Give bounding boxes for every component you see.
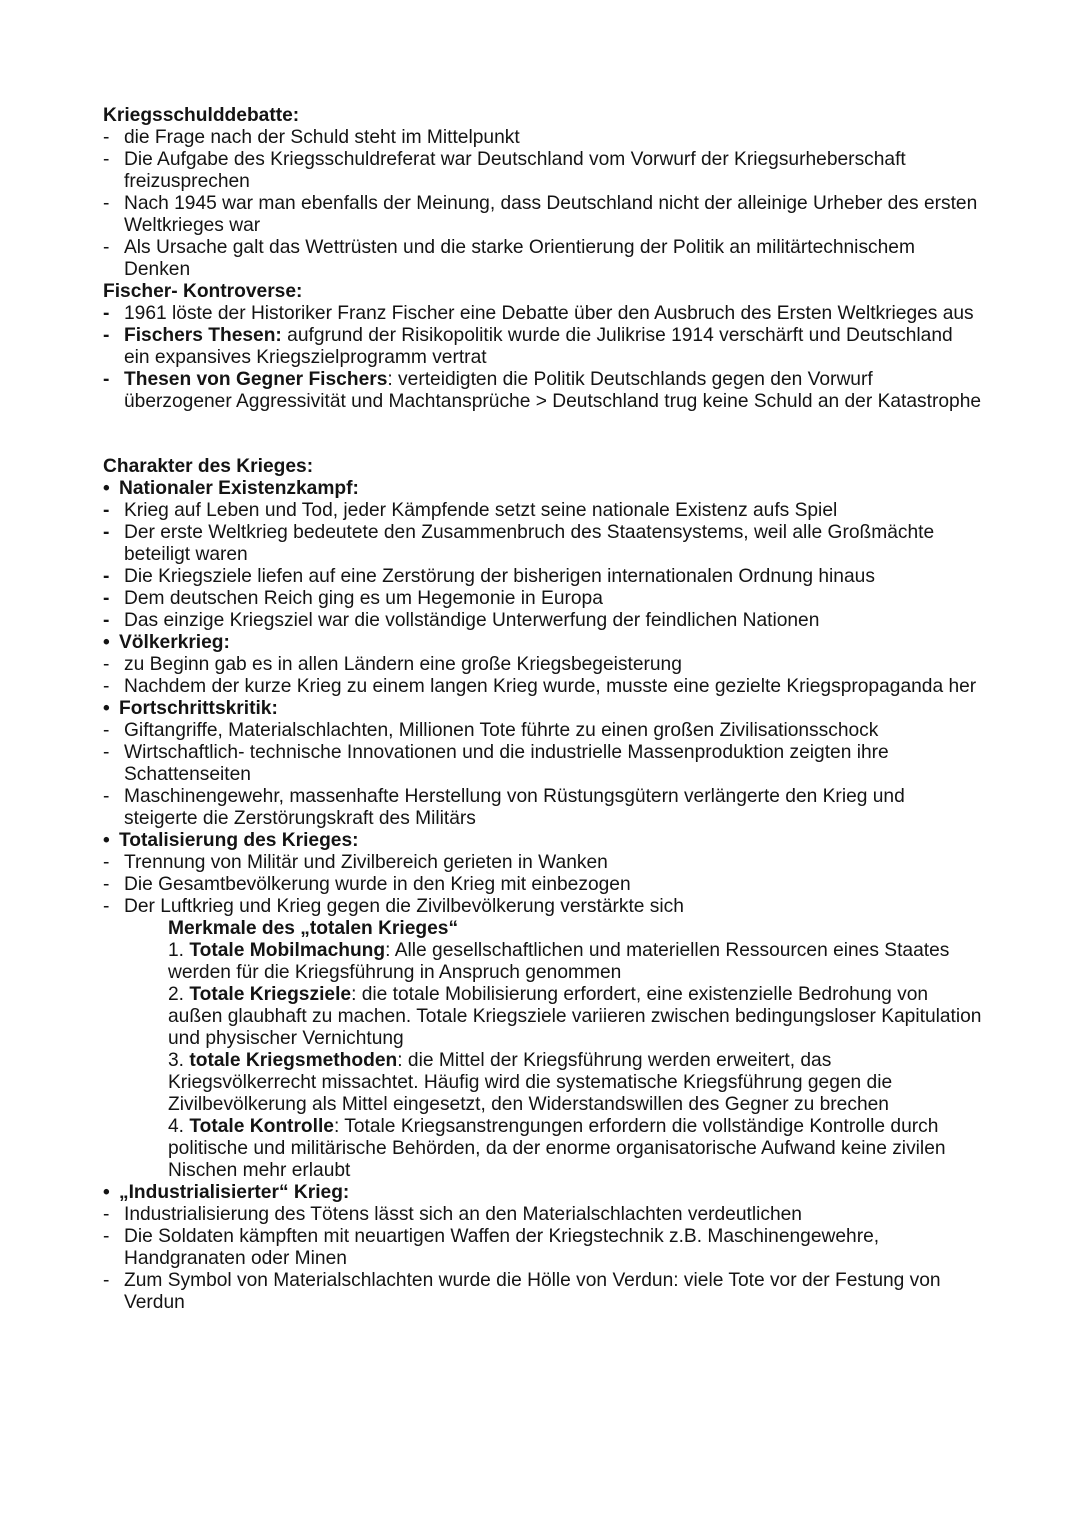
- list-item: - Maschinengewehr, massenhafte Herstellung von Rüstungsgütern verlängerte den Krieg und steigerte die Zerstörungskraft des Militärs: [103, 786, 983, 830]
- list-item: - Zum Symbol von Materialschlachten wurde die Hölle von Verdun: viele Tote vor der Festung von Verdun: [103, 1270, 983, 1314]
- list-item: - Die Gesamtbevölkerung wurde in den Krieg mit einbezogen: [103, 874, 983, 896]
- subheading-fortschrittskritik: • Fortschrittskritik:: [103, 698, 983, 720]
- merkmal-item: 2. Totale Kriegsziele: die totale Mobilisierung erfordert, eine existenzielle Bedrohung von außen glaubhaft zu machen. Totale Kriegsziele variieren zwischen bedingungsloser Kapitulation und physischer Vernichtung: [168, 984, 982, 1049]
- list-item: - Nachdem der kurze Krieg zu einem langen Krieg wurde, musste eine gezielte Kriegspropaganda her: [103, 676, 983, 698]
- list-item: - Als Ursache galt das Wettrüsten und die starke Orientierung der Politik an militärtechnischem Denken: [103, 237, 983, 281]
- list-item: - Trennung von Militär und Zivilbereich gerieten in Wanken: [103, 852, 983, 874]
- list-item: - zu Beginn gab es in allen Ländern eine große Kriegsbegeisterung: [103, 654, 983, 676]
- list-item: - Der Luftkrieg und Krieg gegen die Zivilbevölkerung verstärkte sich: [103, 896, 983, 918]
- list-item: - Die Aufgabe des Kriegsschuldreferat war Deutschland vom Vorwurf der Kriegsurheberschaft freizusprechen: [103, 149, 983, 193]
- list-item: - Thesen von Gegner Fischers: verteidigten die Politik Deutschlands gegen den Vorwurf überzogener Aggressivität und Machtansprüche > Deutschland trug keine Schuld an der Katastrophe: [103, 369, 983, 413]
- heading-fischer-kontroverse: Fischer- Kontroverse:: [103, 281, 303, 302]
- merkmal-item: 4. Totale Kontrolle: Totale Kriegsanstrengungen erfordern die vollständige Kontrolle durch politische und militärische Behörden, da der enorme organisatorische Aufwand keine zivilen Nischen mehr erlaubt: [168, 1116, 946, 1181]
- list-item: - 1961 löste der Historiker Franz Fischer eine Debatte über den Ausbruch des Ersten Weltkrieges aus: [103, 303, 983, 325]
- list-item: - Der erste Weltkrieg bedeutete den Zusammenbruch des Staatensystems, weil alle Großmächte beteiligt waren: [103, 522, 983, 566]
- heading-kriegsschulddebatte: Kriegsschulddebatte:: [103, 105, 300, 126]
- list-item: - Giftangriffe, Materialschlachten, Millionen Tote führte zu einen großen Zivilisationsschock: [103, 720, 983, 742]
- subheading-industrialisierter-krieg: • „Industrialisierter“ Krieg:: [103, 1182, 983, 1204]
- subheading-totalisierung: • Totalisierung des Krieges:: [103, 830, 983, 852]
- item-label: Fischers Thesen:: [124, 325, 282, 346]
- item-label: Totale Kontrolle: [189, 1116, 334, 1137]
- list-item: - Dem deutschen Reich ging es um Hegemonie in Europa: [103, 588, 983, 610]
- item-label: Totale Kriegsziele: [189, 984, 352, 1005]
- item-label: totale Kriegsmethoden: [189, 1050, 398, 1071]
- heading-charakter-des-krieges: Charakter des Krieges:: [103, 456, 314, 477]
- list-item: - Die Kriegsziele liefen auf eine Zerstörung der bisherigen internationalen Ordnung hinaus: [103, 566, 983, 588]
- list-item: - Krieg auf Leben und Tod, jeder Kämpfende setzt seine nationale Existenz aufs Spiel: [103, 500, 983, 522]
- list-item: - Nach 1945 war man ebenfalls der Meinung, dass Deutschland nicht der alleinige Urheber des ersten Weltkrieges war: [103, 193, 983, 237]
- list-item: - Fischers Thesen: aufgrund der Risikopolitik wurde die Julikrise 1914 verschärft und Deutschland ein expansives Kriegszielprogramm vertrat: [103, 325, 983, 369]
- list-item: - Die Soldaten kämpften mit neuartigen Waffen der Kriegstechnik z.B. Maschinengewehre, Handgranaten oder Minen: [103, 1226, 983, 1270]
- subheading-voelkerkrieg: • Völkerkrieg:: [103, 632, 983, 654]
- merkmal-item: 1. Totale Mobilmachung: Alle gesellschaftlichen und materiellen Ressourcen eines Staates werden für die Kriegsführung in Anspruch genommen: [168, 940, 950, 983]
- section-spacer: [103, 413, 983, 456]
- merkmale-heading: Merkmale des „totalen Krieges“: [168, 918, 459, 939]
- item-label: Totale Mobilmachung: [189, 940, 386, 961]
- list-item: - Wirtschaftlich- technische Innovationen und die industrielle Massenproduktion zeigten ihre Schattenseiten: [103, 742, 983, 786]
- list-item: - Das einzige Kriegsziel war die vollständige Unterwerfung der feindlichen Nationen: [103, 610, 983, 632]
- merkmal-item: 3. totale Kriegsmethoden: die Mittel der Kriegsführung werden erweitert, das Kriegsvölkerrecht missachtet. Häufig wird die systematische Kriegsführung gegen die Zivilbevölkerung als Mittel eingesetzt, den Widerstandswillen des Gegner zu brechen: [168, 1050, 893, 1115]
- list-item: - Industrialisierung des Tötens lässt sich an den Materialschlachten verdeutlichen: [103, 1204, 983, 1226]
- list-item: - die Frage nach der Schuld steht im Mittelpunkt: [103, 127, 983, 149]
- subheading-nationaler-existenzkampf: • Nationaler Existenzkampf:: [103, 478, 983, 500]
- item-label: Thesen von Gegner Fischers: [124, 369, 388, 390]
- document-content: [103, 105, 983, 1314]
